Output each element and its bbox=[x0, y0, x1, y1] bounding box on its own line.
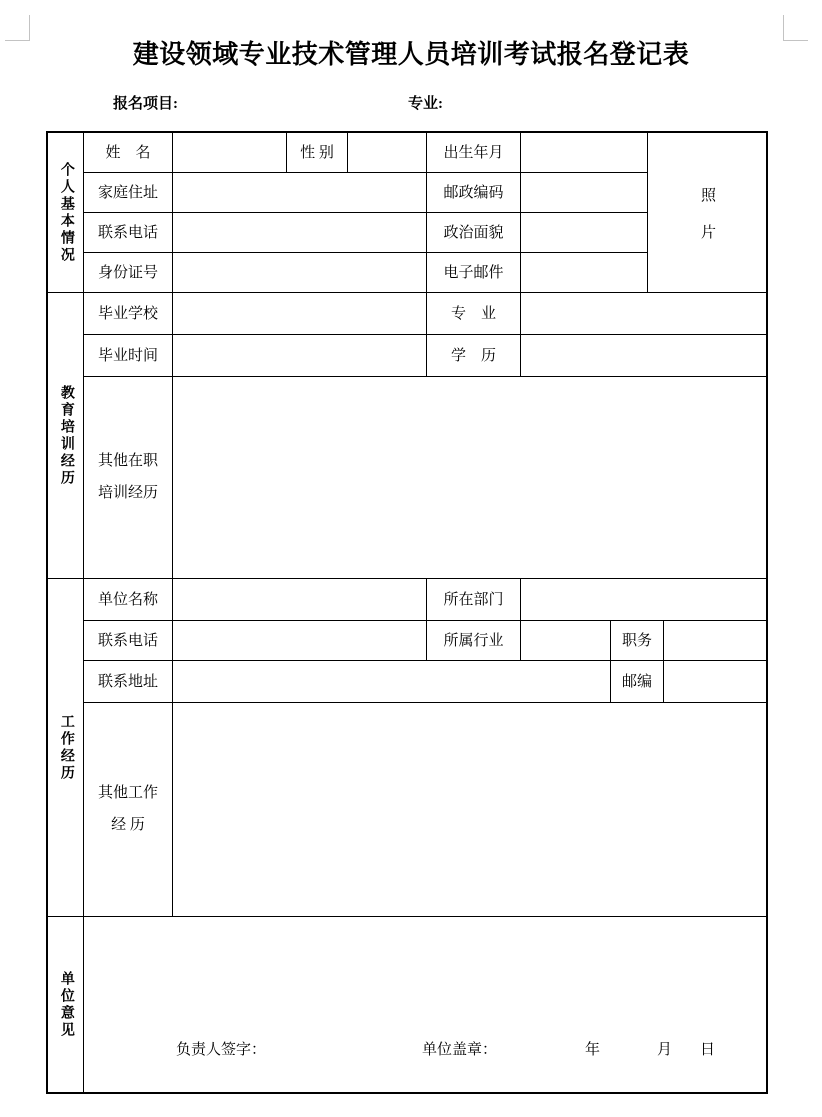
industry-value-cell[interactable] bbox=[521, 621, 611, 661]
date-day-label: 日 bbox=[700, 1042, 716, 1058]
date-year-label: 年 bbox=[585, 1042, 601, 1058]
graduation-date-label: 毕业时间 bbox=[84, 335, 173, 377]
page-title: 建设领域专业技术管理人员培训考试报名登记表 bbox=[132, 40, 690, 69]
section-header-opinion: 单位意见 bbox=[48, 917, 84, 1092]
name-label: 姓 名 bbox=[84, 133, 173, 173]
school-label: 毕业学校 bbox=[84, 293, 173, 335]
section-header-personal: 个人基本情况 bbox=[48, 133, 84, 293]
political-status-value-cell[interactable] bbox=[521, 213, 648, 253]
degree-label: 学 历 bbox=[427, 335, 521, 377]
signature-label: 负责人签字： bbox=[176, 1042, 267, 1058]
phone-value-cell[interactable] bbox=[173, 213, 427, 253]
date-month-label: 月 bbox=[657, 1042, 673, 1058]
graduation-date-value-cell[interactable] bbox=[173, 335, 427, 377]
zip-label: 邮编 bbox=[611, 661, 664, 703]
other-training-label: 其他在职 培训经历 bbox=[84, 377, 173, 579]
email-value-cell[interactable] bbox=[521, 253, 648, 293]
degree-value-cell[interactable] bbox=[521, 335, 766, 377]
department-label: 所在部门 bbox=[427, 579, 521, 621]
department-value-cell[interactable] bbox=[521, 579, 766, 621]
registration-form-table bbox=[46, 131, 768, 1094]
section-header-work: 工作经历 bbox=[48, 579, 84, 917]
position-value-cell[interactable] bbox=[664, 621, 766, 661]
political-status-label: 政治面貌 bbox=[427, 213, 521, 253]
section-header-education: 教育培训经历 bbox=[48, 293, 84, 579]
project-label: 报名项目: bbox=[113, 96, 178, 112]
photo-label: 照片 bbox=[699, 186, 715, 261]
other-work-value-cell[interactable] bbox=[173, 703, 766, 917]
work-address-value-cell[interactable] bbox=[173, 661, 611, 703]
zip-value-cell[interactable] bbox=[664, 661, 766, 703]
company-label: 单位名称 bbox=[84, 579, 173, 621]
gender-label: 性 别 bbox=[287, 133, 348, 173]
name-value-cell[interactable] bbox=[173, 133, 287, 173]
opinion-content-cell[interactable] bbox=[84, 917, 766, 1092]
phone-label: 联系电话 bbox=[84, 213, 173, 253]
subheader bbox=[0, 92, 822, 114]
company-value-cell[interactable] bbox=[173, 579, 427, 621]
home-address-value-cell[interactable] bbox=[173, 173, 427, 213]
birth-date-value-cell[interactable] bbox=[521, 133, 648, 173]
email-label: 电子邮件 bbox=[427, 253, 521, 293]
work-phone-value-cell[interactable] bbox=[173, 621, 427, 661]
other-training-value-cell[interactable] bbox=[173, 377, 766, 579]
position-label: 职务 bbox=[611, 621, 664, 661]
work-phone-label: 联系电话 bbox=[84, 621, 173, 661]
stamp-label: 单位盖章： bbox=[422, 1042, 498, 1058]
major-value-cell[interactable] bbox=[521, 293, 766, 335]
major-field-label: 专 业 bbox=[427, 293, 521, 335]
work-address-label: 联系地址 bbox=[84, 661, 173, 703]
id-number-value-cell[interactable] bbox=[173, 253, 427, 293]
photo-cell[interactable] bbox=[648, 133, 766, 293]
home-address-label: 家庭住址 bbox=[84, 173, 173, 213]
industry-label: 所属行业 bbox=[427, 621, 521, 661]
school-value-cell[interactable] bbox=[173, 293, 427, 335]
postal-code-label: 邮政编码 bbox=[427, 173, 521, 213]
postal-code-value-cell[interactable] bbox=[521, 173, 648, 213]
gender-value-cell[interactable] bbox=[348, 133, 427, 173]
birth-date-label: 出生年月 bbox=[427, 133, 521, 173]
major-label: 专业: bbox=[408, 96, 443, 112]
id-number-label: 身份证号 bbox=[84, 253, 173, 293]
other-work-label: 其他工作 经 历 bbox=[84, 703, 173, 917]
